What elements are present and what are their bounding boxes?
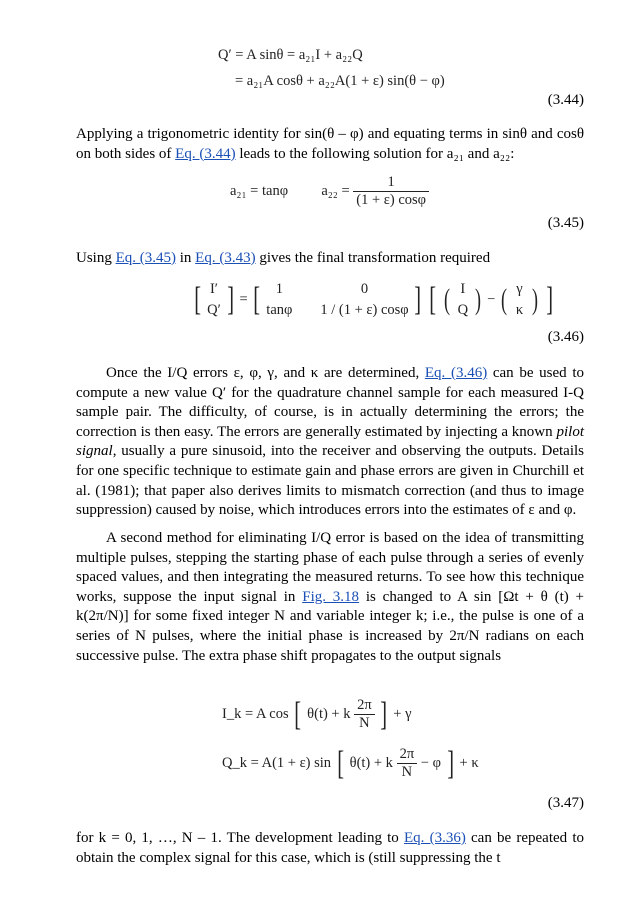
- eq-3-47-qk-lhs: Q_k = A(1 + ε) sin: [222, 754, 332, 771]
- bracket-left-icon: [: [336, 744, 344, 782]
- eq-3-47-ik-lhs: I_k = A cos: [222, 705, 289, 722]
- paren-left-icon: (: [500, 283, 507, 316]
- eq-3-47-ik-arg: θ(t) + k: [307, 705, 351, 722]
- eq-3-46: [192, 281, 555, 319]
- eq-3-44-line2: = a₂₁A cosθ + a₂₂A(1 + ε) sin(θ − φ): [235, 73, 445, 89]
- paragraph-2-text-c: gives the final transformation required: [255, 250, 491, 266]
- eq-3-47-number: (3.47): [547, 795, 584, 811]
- eq-3-46-link[interactable]: Eq. (3.46): [424, 365, 488, 381]
- paragraph-5-text-a: for k = 0, 1, …, N – 1. The development leading to: [76, 830, 404, 846]
- eq-3-45: [230, 174, 429, 209]
- fig-3-18-link[interactable]: Fig. 3.18: [302, 588, 360, 605]
- eq-3-47-qk-arg: θ(t) + k: [349, 754, 393, 771]
- eq-3-46-iq-vector: [456, 281, 470, 319]
- bracket-right-icon: ]: [546, 281, 553, 318]
- paragraph-1: [76, 125, 584, 164]
- eq-3-44-line1: Q′ = A sinθ = a₂₁I + a₂₂Q: [218, 47, 363, 63]
- paragraph-5-text-b: can be repeated to obtain the complex signal for this case, which is (still suppressing the t: [76, 830, 585, 866]
- paragraph-1-text-a: Applying a trigonometric identity for sin(θ – φ) and equating terms in sinθ and cosθ on both sides of: [76, 126, 584, 162]
- eq-3-45-link[interactable]: Eq. (3.45): [115, 250, 176, 266]
- matrix-cell-22: 1 / (1 + ε) cosφ: [320, 302, 409, 318]
- paragraph-2: [76, 249, 584, 269]
- bracket-left-icon: [: [429, 281, 437, 318]
- eq-3-47-qk-denominator: N: [401, 764, 413, 780]
- eq-3-47-qk: [222, 746, 479, 781]
- eq-3-47-ik-denominator: N: [359, 715, 370, 731]
- paren-right-icon: ): [475, 283, 482, 316]
- matrix-cell-21: tanφ: [266, 302, 293, 318]
- eq-3-44-link[interactable]: Eq. (3.44): [175, 145, 236, 162]
- eq-3-47-qk-tail: + κ: [459, 754, 479, 771]
- bracket-left-icon: [: [253, 281, 261, 318]
- eq-3-44-number: (3.44): [547, 92, 584, 108]
- eq-3-46-lhs-vector: [207, 281, 221, 319]
- paren-left-icon: (: [444, 283, 451, 316]
- matrix-cell-12: 0: [360, 281, 369, 297]
- paragraph-5: [76, 829, 584, 868]
- eq-3-47-ik-tail: + γ: [393, 705, 412, 722]
- bracket-right-icon: ]: [226, 281, 234, 318]
- eq-3-47-ik-numerator: 2π: [354, 697, 375, 715]
- eq-3-45-numerator: 1: [353, 174, 429, 192]
- eq-3-47-qk-fraction: [397, 746, 418, 781]
- eq-3-46-v2-bottom: κ: [515, 302, 524, 318]
- paragraph-2-text-b: in: [176, 250, 196, 266]
- eq-3-45-fraction: [353, 174, 429, 209]
- minus-sign: −: [487, 291, 496, 308]
- pilot-signal-term: pilot signal: [76, 423, 584, 460]
- eq-3-47-qk-numerator: 2π: [397, 746, 418, 764]
- eq-3-46-v2-top: γ: [516, 281, 523, 297]
- eq-3-46-lhs-bottom: Q′: [207, 302, 221, 318]
- equals-sign: =: [239, 291, 248, 308]
- paragraph-3: [76, 364, 584, 521]
- eq-3-46-lhs-top: I′: [209, 281, 218, 297]
- eq-3-46-offset-vector: [513, 281, 527, 319]
- bracket-left-icon: [: [194, 281, 202, 318]
- eq-3-45-a21: a₂₁ = tanφ: [230, 182, 289, 199]
- bracket-right-icon: ]: [414, 281, 422, 318]
- bracket-left-icon: [: [294, 695, 302, 733]
- eq-3-43-link[interactable]: Eq. (3.43): [195, 250, 256, 266]
- eq-3-45-a22-lhs: a₂₂ =: [321, 182, 350, 199]
- paragraph-4: [76, 529, 584, 666]
- eq-3-36-link[interactable]: Eq. (3.36): [404, 830, 466, 846]
- paren-right-icon: ): [532, 283, 539, 316]
- eq-3-46-matrix: [266, 281, 408, 319]
- bracket-right-icon: ]: [446, 744, 454, 782]
- paragraph-3-text-b: can be used to compute a new value Q′ for the quadrature channel sample for each measured I-Q sample pair. The difficulty, of course, is in actually determining the errors; the correction is then easy. The errors are generally estimated by injecting a known: [76, 365, 585, 440]
- matrix-cell-11: 1: [275, 281, 283, 297]
- paragraph-4-text-b: is changed to A sin [Ωt + θ (t) + k(2π/N)] for some fixed integer N and variable integer k; i.e., the pulse is one of a series of N pulses, where the initial phase is increased by 2π/N radians on each successive pulse. The extra phase shift propagates to the output signals: [76, 588, 585, 664]
- paragraph-2-text-a: Using: [76, 250, 116, 266]
- eq-3-47-qk-arg-tail: − φ: [420, 754, 441, 771]
- eq-3-45-denominator: (1 + ε) cosφ: [356, 192, 427, 208]
- paragraph-1-text-b: leads to the following solution for a₂₁ and a₂₂:: [235, 145, 515, 162]
- paragraph-3-text-a: Once the I/Q errors ε, φ, γ, and κ are determined,: [106, 365, 425, 381]
- paragraph-3-text-c: , usually a pure sinusoid, into the receiver and observing the outputs. Details for one specific technique to estimate gain and phase errors are given in Churchill et al. (1981); that paper also derives limits to mismatch correction (and thus to image suppression) caused by noise, which introduces errors into the estimates of ε and φ.: [76, 443, 584, 519]
- paragraph-4-text-a: A second method for eliminating I/Q error is based on the idea of transmitting multiple pulses, stepping the starting phase of each pulse through a series of evenly spaced values, and then integrating the measured returns. To see how this technique works, suppose the input signal in: [76, 530, 584, 605]
- eq-3-47-ik: [222, 697, 411, 732]
- eq-3-46-number: (3.46): [547, 329, 584, 345]
- eq-3-46-v1-bottom: Q: [457, 302, 469, 318]
- eq-3-47-ik-fraction: [354, 697, 375, 732]
- eq-3-46-v1-top: I: [460, 281, 466, 297]
- bracket-right-icon: ]: [380, 695, 388, 733]
- eq-3-45-number: (3.45): [547, 215, 584, 231]
